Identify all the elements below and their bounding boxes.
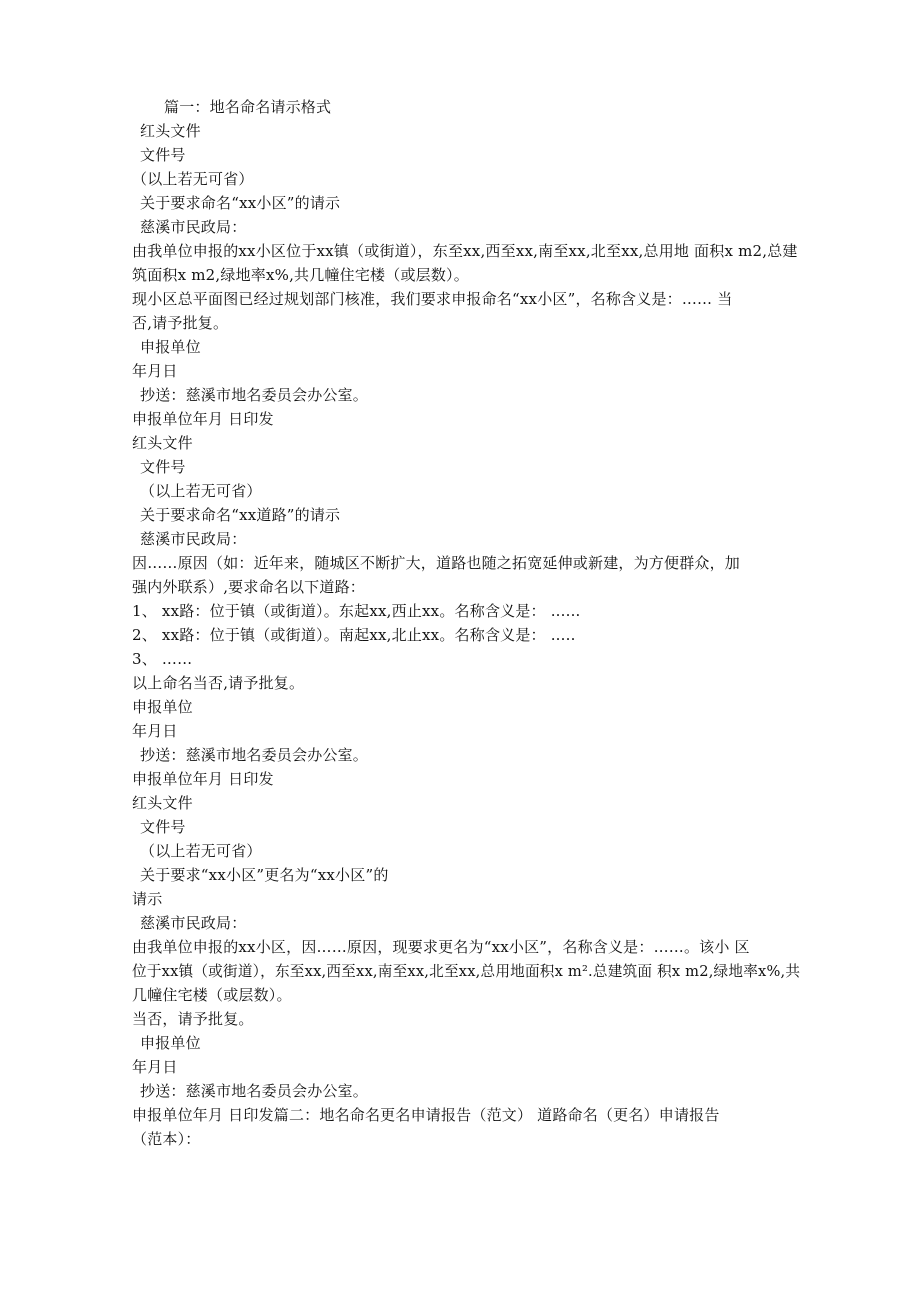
body-text: 由我单位申报的xx小区位于xx镇（或街道），东至xx,西至xx,南至xx,北至xx,总用地 面积x m2,总建 — [132, 242, 798, 260]
cc-line: 抄送：慈溪市地名委员会办公室。 — [140, 746, 369, 764]
addressee: 慈溪市民政局： — [140, 218, 247, 236]
list-item: 1、 xx路：位于镇（或街道）。东起xx,西止xx。名称含义是： ...... — [132, 602, 581, 620]
request-title: 请示 — [132, 890, 163, 908]
doc-number-label: 文件号 — [140, 146, 186, 164]
date-label: 年月日 — [132, 1058, 178, 1076]
body-text: 以上命名当否,请予批复。 — [132, 674, 305, 692]
red-header-label: 红头文件 — [132, 434, 193, 452]
request-title: 关于要求命名“xx道路”的请示 — [140, 506, 341, 524]
body-text: 由我单位申报的xx小区，因……原因，现要求更名为“xx小区”，名称含义是：……。该小 区 — [132, 938, 750, 956]
doc-number-label: 文件号 — [140, 818, 186, 836]
body-text: 否,请予批复。 — [132, 314, 229, 332]
request-title: 关于要求命名“xx小区”的请示 — [140, 194, 341, 212]
section-heading-1: 篇一：地名命名请示格式 — [164, 98, 332, 116]
body-text: 筑面积x m2,绿地率x%,共几幢住宅楼（或层数）。 — [132, 266, 469, 284]
body-text: 当否，请予批复。 — [132, 1010, 254, 1028]
addressee: 慈溪市民政局： — [140, 914, 247, 932]
cc-line: 抄送：慈溪市地名委员会办公室。 — [140, 386, 369, 404]
red-header-label: 红头文件 — [132, 794, 193, 812]
list-item: 2、 xx路：位于镇（或街道）。南起xx,北止xx。名称含义是： ..... — [132, 626, 576, 644]
date-label: 年月日 — [132, 362, 178, 380]
applicant-label: 申报单位 — [140, 338, 201, 356]
request-title: 关于要求“xx小区”更名为“xx小区”的 — [140, 866, 389, 884]
applicant-label: 申报单位 — [140, 1034, 201, 1052]
body-text: 几幢住宅楼（或层数）。 — [132, 986, 292, 1004]
red-header-label: 红头文件 — [140, 122, 201, 140]
body-text: （范本）： — [132, 1130, 201, 1148]
body-text: 现小区总平面图已经过规划部门核准，我们要求申报命名“xx小区”，名称含义是：…… 当 — [132, 290, 733, 308]
optional-note: （以上若无可省） — [140, 482, 262, 500]
doc-number-label: 文件号 — [140, 458, 186, 476]
body-text: 因……原因（如：近年来，随城区不断扩大，道路也随之拓宽延伸或新建，为方便群众，加 — [132, 554, 741, 572]
cc-line: 抄送：慈溪市地名委员会办公室。 — [140, 1082, 369, 1100]
applicant-label: 申报单位 — [132, 698, 193, 716]
body-text: 位于xx镇（或街道），东至xx,西至xx,南至xx,北至xx,总用地面积x m².总建筑面 积x m2,绿地率x%,共 — [132, 962, 801, 980]
body-text: 强内外联系）,要求命名以下道路： — [132, 578, 365, 596]
list-item: 3、 …… — [132, 650, 193, 668]
date-label: 年月日 — [132, 722, 178, 740]
optional-note: （以上若无可省） — [132, 170, 254, 188]
addressee: 慈溪市民政局： — [140, 530, 247, 548]
optional-note: （以上若无可省） — [140, 842, 262, 860]
issue-line: 申报单位年月 日印发 — [132, 770, 274, 788]
issue-line: 申报单位年月 日印发篇二：地名命名更名申请报告（范文） 道路命名（更名）申请报告 — [132, 1106, 720, 1124]
issue-line: 申报单位年月 日印发 — [132, 410, 274, 428]
